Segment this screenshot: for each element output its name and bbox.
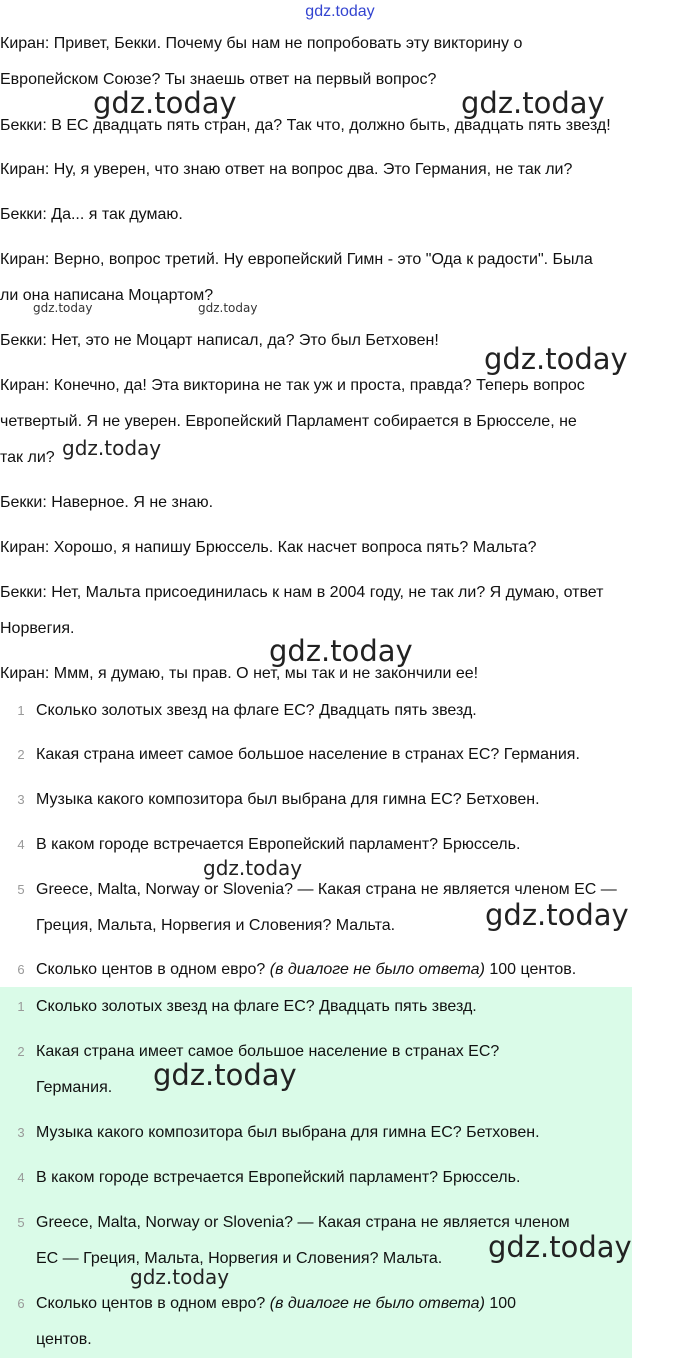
item-number: 1	[17, 999, 25, 1014]
dialogue-line: Бекки: Да... я так думаю.	[0, 206, 183, 223]
item-text-italic: (в диалоге не было ответа)	[269, 961, 485, 978]
item-number: 3	[17, 792, 25, 807]
item-text: центов.	[36, 1331, 92, 1348]
item-text: Какая страна имеет самое большое население в странах ЕС?	[36, 1043, 500, 1060]
dialogue-line: Киран: Хорошо, я напишу Брюссель. Как насчет вопроса пять? Мальта?	[0, 539, 537, 556]
item-text-plain: 100 центов.	[484, 961, 577, 978]
dialogue-line: Киран: Конечно, да! Эта викторина не так уж и проста, правда? Теперь вопрос	[0, 377, 585, 394]
dialogue-line: Норвегия.	[0, 620, 75, 637]
watermark-text: gdz.today	[130, 1265, 230, 1289]
watermark-text: gdz.today	[198, 301, 258, 315]
item-number: 2	[17, 1044, 25, 1059]
dialogue-line: Бекки: Наверное. Я не знаю.	[0, 494, 214, 511]
watermark-text: gdz.today	[62, 436, 162, 460]
dialogue-line: так ли?	[0, 449, 55, 466]
item-text-italic: (в диалоге не было ответа)	[269, 1295, 485, 1312]
dialogue-line: Бекки: В ЕС двадцать пять стран, да? Так что, должно быть, двадцать пять звезд!	[0, 117, 611, 134]
watermark-text: gdz.today	[488, 1230, 632, 1264]
watermark-text: gdz.today	[485, 898, 629, 932]
item-number: 5	[17, 1215, 25, 1230]
watermark-text: gdz.today	[461, 86, 605, 120]
watermark-text: gdz.today	[33, 301, 93, 315]
watermark-text: gdz.today	[153, 1058, 297, 1092]
item-text: В каком городе встречается Европейский парламент? Брюссель.	[36, 1169, 521, 1186]
item-number: 1	[17, 703, 25, 718]
item-text	[36, 953, 576, 987]
item-text: Музыка какого композитора был выбрана для гимна ЕС? Бетховен.	[36, 1124, 540, 1141]
item-text-plain: 100	[484, 1295, 517, 1312]
item-text: Музыка какого композитора был выбрана для гимна ЕС? Бетховен.	[36, 791, 540, 808]
item-text	[36, 1287, 516, 1321]
item-text: Сколько золотых звезд на флаге ЕС? Двадцать пять звезд.	[36, 998, 477, 1015]
item-number: 2	[17, 747, 25, 762]
item-text-plain: Сколько центов в одном евро?	[36, 961, 270, 978]
dialogue-line: Бекки: Нет, Мальта присоединилась к нам в 2004 году, не так ли? Я думаю, ответ	[0, 584, 604, 601]
item-number: 4	[17, 1170, 25, 1185]
dialogue-line: Киран: Ну, я уверен, что знаю ответ на вопрос два. Это Германия, не так ли?	[0, 161, 573, 178]
item-text: Греция, Мальта, Норвегия и Словения? Мальта.	[36, 917, 396, 934]
watermark-text: gdz.today	[269, 634, 413, 668]
watermark-text: gdz.today	[203, 856, 303, 880]
dialogue-line: четвертый. Я не уверен. Европейский Парламент собирается в Брюсселе, не	[0, 413, 577, 430]
item-text: Greece, Malta, Norway or Slovenia? — Какая страна не является членом ЕС —	[36, 881, 617, 898]
dialogue-line: ли она написана Моцартом?	[0, 287, 214, 304]
item-number: 6	[17, 1296, 25, 1311]
item-text: Сколько золотых звезд на флаге ЕС? Двадцать пять звезд.	[36, 702, 477, 719]
watermark-text: gdz.today	[484, 342, 628, 376]
item-text: Какая страна имеет самое большое население в странах ЕС? Германия.	[36, 746, 580, 763]
item-number: 5	[17, 882, 25, 897]
item-text: Greece, Malta, Norway or Slovenia? — Какая страна не является членом	[36, 1214, 570, 1231]
site-watermark-header: gdz.today	[305, 3, 375, 20]
dialogue-line: Бекки: Нет, это не Моцарт написал, да? Это был Бетховен!	[0, 332, 439, 349]
watermark-text: gdz.today	[93, 86, 237, 120]
item-text: ЕС — Греция, Мальта, Норвегия и Словения? Мальта.	[36, 1250, 443, 1267]
item-number: 4	[17, 837, 25, 852]
item-text: В каком городе встречается Европейский парламент? Брюссель.	[36, 836, 521, 853]
dialogue-line: Киран: Привет, Бекки. Почему бы нам не попробовать эту викторину о	[0, 35, 523, 52]
item-text: Германия.	[36, 1079, 113, 1096]
dialogue-line: Европейском Союзе? Ты знаешь ответ на первый вопрос?	[0, 71, 437, 88]
dialogue-line: Киран: Ммм, я думаю, ты прав. О нет, мы так и не закончили ее!	[0, 665, 479, 682]
item-text-plain: Сколько центов в одном евро?	[36, 1295, 270, 1312]
dialogue-line: Киран: Верно, вопрос третий. Ну европейский Гимн - это "Ода к радости". Была	[0, 251, 593, 268]
item-number: 6	[17, 962, 25, 977]
item-number: 3	[17, 1125, 25, 1140]
